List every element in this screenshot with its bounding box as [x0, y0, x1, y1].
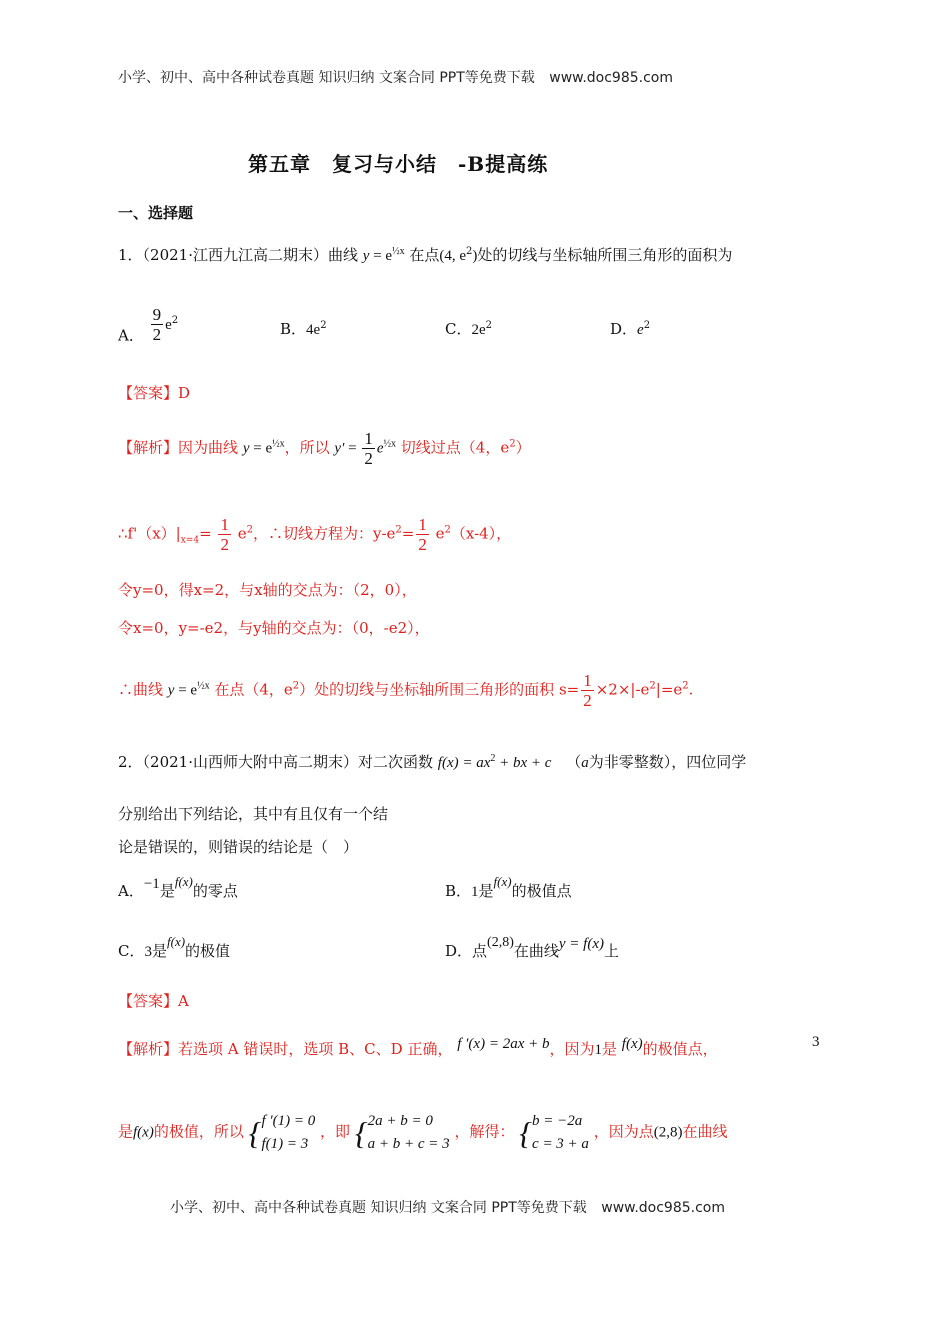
analysis-2-line-1: 【解析】若选项 A 错误时，选项 B、C、D 正确， f ′(x) = 2ax + b，因为1是 f(x)的极值点， 3 — [118, 1034, 820, 1058]
answer-2: 【答案】A — [118, 992, 189, 1010]
footer-text: 小学、初中、高中各种试卷真题 知识归纳 文案合同 PPT等免费下载 — [170, 1200, 587, 1216]
option-a[interactable]: A． $\frac{9}{2}$ $e^2$ — [118, 305, 179, 345]
question-1-stem: 1．（2021·江西九江高二期末）曲线 $y = e^{\frac{1}{2}x}$ 在点(4, $e^2$)处的切线与坐标轴所围三角形的面积为 — [118, 246, 733, 264]
analysis-1-line-3: 令y=0，得x=2，与x轴的交点为：（2，0）， — [118, 581, 417, 599]
option-b[interactable]: B．$4e^2$ — [280, 320, 327, 338]
q2-option-d[interactable]: D．点(2,8)在曲线y = f(x)上 — [445, 935, 620, 960]
analysis-1-line-1: 【解析】因为曲线 $y = e^{\frac{1}{2}x}$，所以 y′ = $\frac{1}{2}$ $e^{\frac{1}{2}x}$ 切线过点（4，$e^2$） — [118, 429, 531, 468]
question-2-stem: 2．（2021·山西师大附中高二期末）对二次函数 $f(x) = ax^2$ + bx + c （a为非零整数），四位同学 — [118, 753, 747, 771]
system-3: { b = −2a c = 3 + a — [519, 1113, 589, 1152]
curve-expression: y — [362, 248, 370, 264]
header-site-link[interactable]: www.doc985.com — [549, 70, 673, 86]
system-1: { f ′(1) = 0 f(1) = 3 — [248, 1113, 316, 1152]
option-c[interactable]: C．$2e^2$ — [445, 320, 493, 338]
question-2-line-3: 论是错误的，则错误的结论是（ ） — [118, 838, 359, 856]
analysis-1-line-2: $\therefore f'(x)|_{x=4}=$ $\frac{1}{2}$ $e^2$，∴切线方程为：$y-e^2=$ $\frac{1}{2}$ $e^2(x-4)$， — [118, 515, 512, 554]
q2-option-a[interactable]: A．−1是f(x)的零点 — [118, 874, 238, 900]
footer-site-link[interactable]: www.doc985.com — [601, 1200, 725, 1216]
system-2: { 2a + b = 0 a + b + c = 3 — [354, 1113, 450, 1152]
q2-option-b[interactable]: B．1是f(x)的极值点 — [445, 874, 572, 900]
option-d[interactable]: D．$e^2$ — [610, 320, 651, 338]
page-footer — [170, 1197, 725, 1217]
answer-1: 【答案】D — [118, 384, 191, 402]
header-text: 小学、初中、高中各种试卷真题 知识归纳 文案合同 PPT等免费下载 — [118, 70, 535, 86]
analysis-2-line-2: 是f(x)的极值，所以 { f ′(1) = 0 f(1) = 3 ，即 { 2a + b = 0 a + b + c = 3 ，解得： { b = −2a c = 3 + a ，因为点(2,8)在曲线 — [118, 1110, 728, 1155]
q2-option-c[interactable]: C．3是f(x)的极值 — [118, 934, 231, 960]
page-title: 第五章 复习与小结 -B提高练 — [248, 152, 549, 176]
question-2-line-2: 分别给出下列结论，其中有且仅有一个结 — [118, 805, 389, 823]
analysis-1-line-4: 令x=0，y=-e2，与y轴的交点为：（0，-e2）， — [118, 619, 430, 637]
analysis-1-line-5: ∴曲线 $y = e^{\frac{1}{2}x}$ 在点（4，$e^2$）处的切线与坐标轴所围三角形的面积 s= $\frac{1}{2}$ $\times 2\times|-e^2|=e^2$. — [118, 671, 694, 710]
section-heading: 一、选择题 — [118, 204, 194, 222]
page-header — [118, 67, 673, 87]
